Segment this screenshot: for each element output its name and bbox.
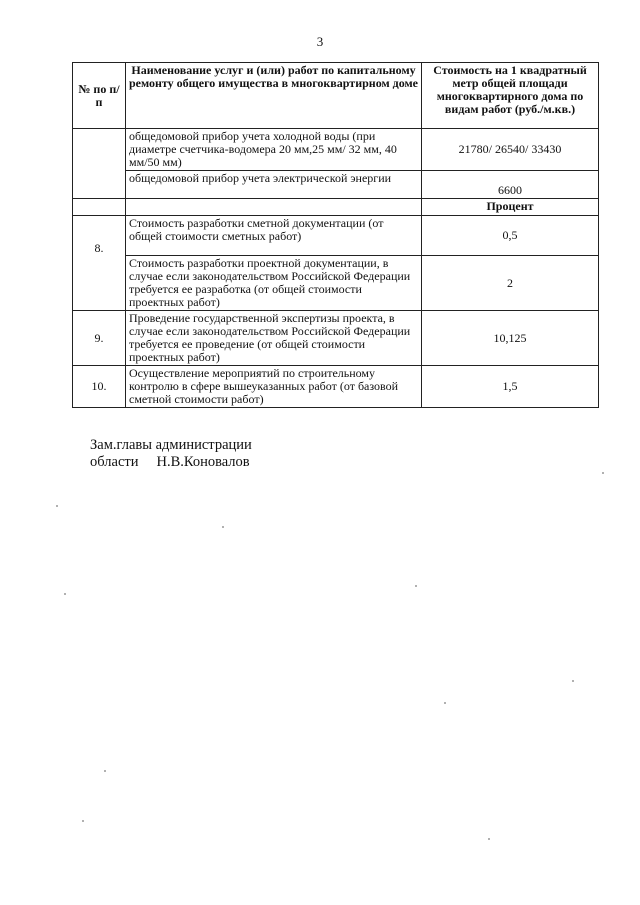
item10-value: 1,5 [422,366,599,408]
scan-speck [444,702,446,704]
empty-cell [126,199,422,216]
scan-speck [488,838,490,840]
page-number: 3 [316,34,324,49]
item8b-name: Стоимость разработки проектной документации, в случае если законодательством Российской Федерации требуется ее разработка (от общей стоимости проектных работ) [126,256,422,311]
item10-number: 10. [73,366,126,408]
scan-speck [64,593,66,595]
item9-number: 9. [73,311,126,366]
scan-speck [82,820,84,822]
water-meter-value: 21780/ 26540/ 33430 [422,129,599,171]
scan-speck [415,585,417,587]
item9-value: 10,125 [422,311,599,366]
electric-meter-value: 6600 [422,171,599,199]
table-row-item10 [73,366,599,408]
scan-speck [104,770,106,772]
item8a-value: 0,5 [422,216,599,256]
item8-number: 8. [73,216,126,311]
scan-speck [572,680,574,682]
percent-header: Процент [422,199,599,216]
table-row-percent-header [73,199,599,216]
header-cost: Стоимость на 1 квадратный метр общей площади многоквартирного дома по видам работ (руб./м.кв.) [422,63,599,129]
scan-speck [56,505,58,507]
signature-region: области [90,454,139,470]
cost-table [72,62,599,408]
item8b-value: 2 [422,256,599,311]
table-header-row [73,63,599,129]
empty-cell [73,199,126,216]
table-row-item8b [73,256,599,311]
header-name: Наименование услуг и (или) работ по капитальному ремонту общего имущества в многоквартирном доме [126,63,422,129]
header-number: № по п/п [73,63,126,129]
table-row-water-meter [73,129,599,171]
signature-name: Н.В.Коновалов [156,454,250,470]
table-row-item8a [73,216,599,256]
water-meter-name: общедомовой прибор учета холодной воды (при диаметре счетчика-водомера 20 мм,25 мм/ 32 мм, 40 мм/50 мм) [126,129,422,171]
table-row-item9 [73,311,599,366]
item10-name: Осуществление мероприятий по строительному контролю в сфере вышеуказанных работ (от базовой сметной стоимости работ) [126,366,422,408]
signature-line [90,454,250,470]
signature-title: Зам.главы администрации [90,437,252,453]
item9-name: Проведение государственной экспертизы проекта, в случае если законодательством Российской Федерации требуется ее проведение (от общей стоимости проектных работ) [126,311,422,366]
scan-speck [602,472,604,474]
item8a-name: Стоимость разработки сметной документации (от общей стоимости сметных работ) [126,216,422,256]
electric-meter-name: общедомовой прибор учета электрической энергии [126,171,422,199]
empty-number-cell [73,129,126,199]
table-row-electric-meter [73,171,599,199]
scan-speck [222,526,224,528]
